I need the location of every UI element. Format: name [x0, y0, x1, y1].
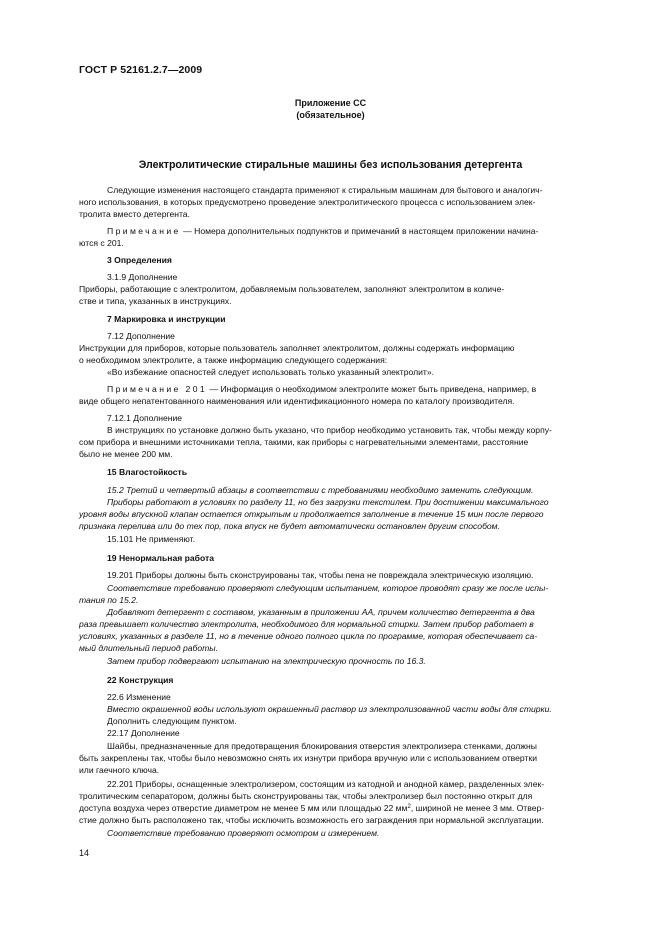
section-22-text-b1: Шайбы, предназначенные для предотвращения блокирования отверстия электролизера стенками, должны — [107, 741, 537, 751]
clause-22-201: 22.201 Приборы, оснащенные электролизером, состоящим из катодной и анодной камер, разделенных элек- — [107, 779, 545, 789]
note-1-label: Примечание — [107, 226, 181, 236]
standard-number: ГОСТ Р 52161.2.7—2009 — [79, 64, 203, 76]
note-201-label: Примечание 201 — [107, 384, 208, 394]
section-7-warning: «Во избежание опасностей следует использовать только указанный электролит». — [107, 367, 434, 377]
intro-line-1: Следующие изменения настоящего стандарта применяют к стиральным машинам для бытового и аналогич- — [107, 185, 543, 195]
superscript-2: 2 — [407, 804, 411, 810]
section-15-heading: 15 Влагостойкость — [107, 467, 187, 477]
note-1-line-1: Примечание — Номера дополнительных подпунктов и примечаний в настоящем приложении начина- — [107, 226, 539, 236]
section-22-heading: 22 Конструкция — [107, 675, 174, 685]
clause-22-17: 22.17 Дополнение — [107, 728, 180, 738]
section-22-text-a2: Вместо окрашенной воды используют окрашенный раствор из электролизованной части воды для стирки. — [107, 704, 552, 714]
note-1-line-2: ются с 201. — [79, 238, 124, 248]
section-7-heading: 7 Маркировка и инструкции — [107, 314, 226, 324]
note-201-line-1: Примечание 201 — Информация о необходимом электролите может быть приведена, например, в — [107, 384, 537, 394]
section-22-text-c3: доступа воздуха через отверстие диаметром не менее 5 мм или площадью 22 $мм^2$, шириной не менее 3 мм. Отвер- — [79, 803, 545, 813]
clause-7-12-1: 7.12.1 Дополнение — [107, 413, 183, 423]
document-title: Электролитические стиральные машины без использования детергента — [138, 159, 523, 171]
section-22-text-c5: Соответствие требованию проверяют осмотром и измерением. — [107, 828, 380, 838]
clause-15-101: 15.101 Не применяют. — [107, 534, 195, 544]
section-19-text-3: тания по 15.2. — [79, 595, 139, 605]
section-15-text-3: уровня воды впускной клапан остается открытым и продолжается заполнение в течение 15 мин после первого — [79, 509, 544, 519]
clause-19-201: 19.201 Приборы должны быть сконструированы так, чтобы пена не повреждала электрическую изоляцию. — [107, 570, 534, 580]
section-3-text-2: стве и типа, указанных в инструкциях. — [79, 296, 232, 306]
section-19-text-8: Затем прибор подвергают испытанию на электрическую прочность по 16.3. — [107, 656, 426, 666]
intro-line-3: тролита вместо детергента. — [79, 209, 190, 219]
section-22-text-c2: тролитическим сепаратором, должны быть сконструированы так, чтобы электролизер был постоянно открыт для — [79, 791, 533, 801]
section-15-text-1: 15.2 Третий и четвертый абзацы в соответствии с требованиями необходимо заменить следующим. — [107, 485, 534, 495]
section-15-text-4: признака перелива или до тех пор, пока впуск не будет автоматически остановлен другим способом. — [79, 521, 500, 531]
clause-7-12: 7.12 Дополнение — [107, 331, 175, 341]
note-201-line-2: виде общего непатентованного наименования или идентификационного номера по каталогу производителя. — [79, 396, 515, 406]
section-22-text-b2: быть закреплены так, чтобы было невозможно снять их изнутри прибора вручную или с использованием отвертки — [79, 753, 538, 763]
section-19-text-5: раза превышает количество электролита, необходимого для нормальной стирки. Затем прибор работает в — [79, 619, 534, 629]
section-19-text-4: Добавляют детергент с составом, указанным в приложении АА, причем количество детергента в два — [107, 607, 535, 617]
page-number: 14 — [79, 848, 90, 858]
section-7-install-3: было не менее 200 мм. — [79, 449, 173, 459]
section-15-text-2: Приборы работают в условиях по разделу 11, но без загрузки текстилем. При достижении максимального — [107, 497, 549, 507]
clause-3-1-9: 3.1.9 Дополнение — [107, 272, 178, 282]
section-3-text-1: Приборы, работающие с электролитом, добавляемым пользователем, заполняют электролитом в количе- — [79, 284, 505, 294]
section-19-text-2: Соответствие требованию проверяют следующим испытанием, которое проводят сразу же после испы- — [107, 583, 549, 593]
section-3-heading: 3 Определения — [107, 255, 172, 265]
section-7-text-1: Инструкции для приборов, которые пользователь заполняет электролитом, должны содержать информацию — [79, 343, 515, 353]
section-22-text-b3: или гаечного ключа. — [79, 765, 160, 775]
section-7-install-2: сом прибора и внешними источниками тепла, такими, как приборы с нагревательными элементами, расстояние — [79, 437, 529, 447]
appendix-title: Приложение СС — [294, 98, 367, 108]
section-19-heading: 19 Ненормальная работа — [107, 553, 215, 563]
clause-22-6: 22.6 Изменение — [107, 692, 171, 702]
appendix-status: (обязательное) — [296, 110, 365, 120]
section-7-text-2: о необходимом электролите, а также информацию следующего содержания: — [79, 355, 388, 365]
section-19-text-6: условиях, указанных в разделе 11, но в течение одного полного цикла по программе, которая обеспечивает са- — [79, 631, 538, 641]
intro-line-2: ного использования, в которых предусмотрено проведение электролитического процесса с использованием элек- — [79, 197, 536, 207]
section-19-text-7: мый длительный период работы. — [79, 643, 219, 653]
section-22-text-a3: Дополнить следующим пунктом. — [107, 716, 237, 726]
section-7-install-1: В инструкциях по установке должно быть указано, что прибор необходимо установить так, чтобы между корпу- — [107, 425, 552, 435]
section-22-text-c4: стие должно быть расположено так, чтобы исключить возможность его заграждения при нормальной эксплуатации. — [79, 815, 544, 825]
